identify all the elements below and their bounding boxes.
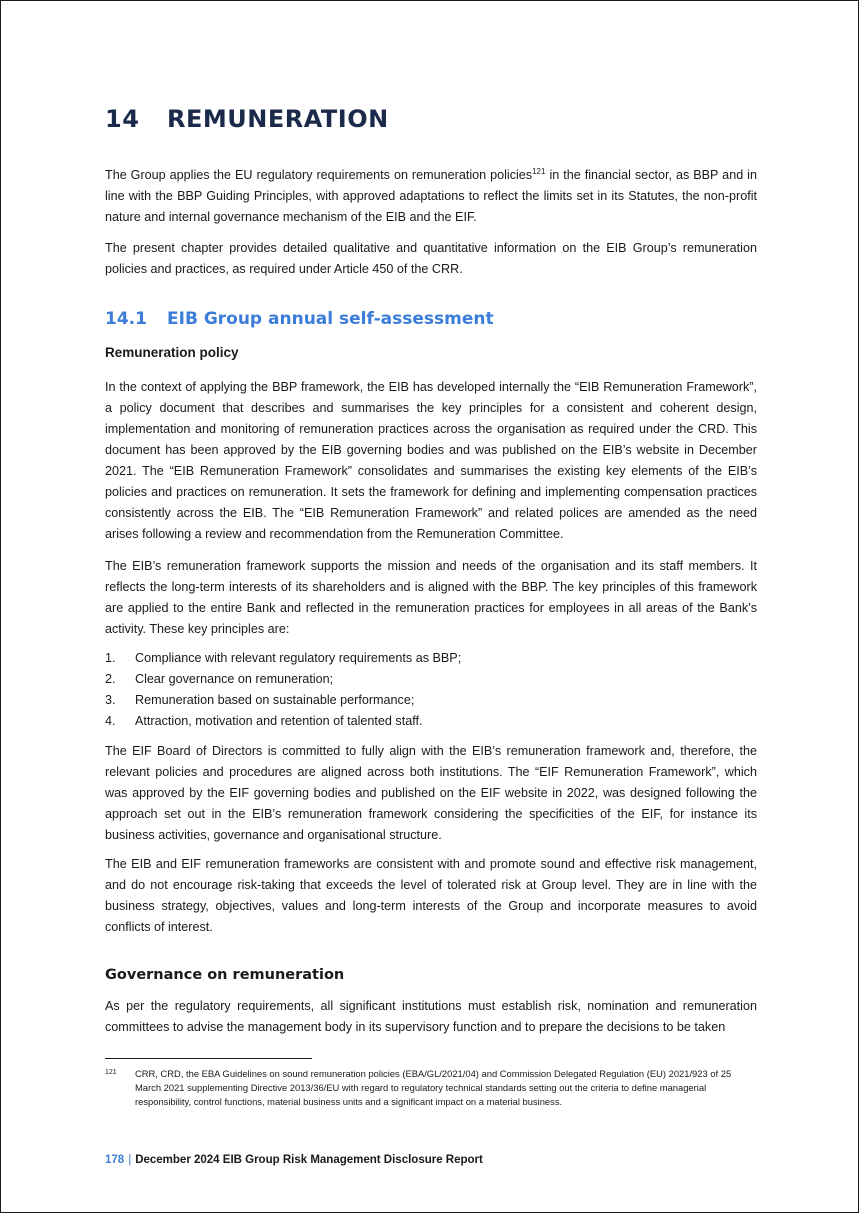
footnote bbox=[105, 1067, 757, 1109]
report-title: December 2024 EIB Group Risk Management Disclosure Report bbox=[135, 1154, 483, 1166]
list-item-number: 4. bbox=[105, 714, 116, 728]
list-item-text: Attraction, motivation and retention of talented staff. bbox=[135, 714, 423, 728]
page-footer bbox=[105, 1154, 483, 1166]
section-number: 14.1 bbox=[105, 309, 147, 329]
list-item-text: Remuneration based on sustainable performance; bbox=[135, 693, 415, 707]
list-item-number: 2. bbox=[105, 672, 116, 686]
list-item bbox=[105, 711, 757, 732]
intro-text-end: in the financial sector, as BBP and in line with the BBP Guiding Principles, with approved adaptations to reflect the limits set in its Statutes, the non-profit nature and internal governance mechanism of the EIB and the EIF. bbox=[105, 168, 757, 224]
risk-management-paragraph: The EIB and EIF remuneration frameworks are consistent with and promote sound and effective risk management, and do not encourage risk-taking that exceeds the level of tolerated risk at Group level. They are in line with the business strategy, objectives, values and long-term interests of the Group and incorporate measures to avoid conflicts of interest. bbox=[105, 857, 757, 934]
list-item-text: Clear governance on remuneration; bbox=[135, 672, 334, 686]
list-item bbox=[105, 669, 757, 690]
section-heading bbox=[105, 309, 494, 329]
list-item-number: 3. bbox=[105, 693, 116, 707]
section-title: EIB Group annual self-assessment bbox=[167, 309, 494, 329]
policy-paragraph-2: The EIB’s remuneration framework supports the mission and needs of the organisation and its staff members. It reflects the long-term interests of its shareholders and is aligned with the BBP. The key principles of this framework are applied to the entire Bank and reflected in the remuneration practices for employees in all areas of the Bank’s activity. These key principles are: bbox=[105, 559, 757, 636]
list-item bbox=[105, 690, 757, 711]
footnote-number: 121 bbox=[105, 1069, 117, 1076]
governance-paragraph: As per the regulatory requirements, all significant institutions must establish risk, nomination and remuneration committees to advise the management body in its supervisory function and to prepare the decisions to be taken bbox=[105, 999, 757, 1034]
chapter-title: REMUNERATION bbox=[167, 105, 389, 133]
footnote-text: CRR, CRD, the EBA Guidelines on sound remuneration policies (EBA/GL/2021/04) and Commission Delegated Regulation (EU) 2021/923 of 25 March 2021 supplementing Directive 2013/36/EU with regard to regulatory technical standards setting out the criteria to define managerial responsibility, control functions, material business units and a significant impact on a material business. bbox=[135, 1068, 732, 1107]
intro-paragraph-1 bbox=[105, 165, 757, 228]
page-number: 178 bbox=[105, 1154, 125, 1166]
key-principles-list bbox=[105, 648, 757, 732]
footnote-reference[interactable]: 121 bbox=[532, 166, 546, 176]
subheading-governance: Governance on remuneration bbox=[105, 967, 345, 983]
chapter-number: 14 bbox=[105, 105, 140, 133]
intro-text-start: The Group applies the EU regulatory requirements on remuneration policies bbox=[105, 168, 533, 182]
subheading-remuneration-policy: Remuneration policy bbox=[105, 345, 239, 360]
footnote-divider bbox=[105, 1058, 312, 1059]
list-item-text: Compliance with relevant regulatory requirements as BBP; bbox=[135, 651, 462, 665]
list-item-number: 1. bbox=[105, 651, 116, 665]
intro-paragraph-2: The present chapter provides detailed qualitative and quantitative information on the EIB Group’s remuneration policies and practices, as required under Article 450 of the CRR. bbox=[105, 241, 757, 276]
chapter-heading bbox=[105, 105, 389, 133]
eif-paragraph: The EIF Board of Directors is committed to fully align with the EIB’s remuneration framework and, therefore, the relevant policies and procedures are aligned across both institutions. The “EIF Remuneration Framework”, which was approved by the EIF governing bodies and published on the EIF website in 2022, was designed following the approach set out in the EIB’s remuneration framework considering the specificities of the EIF, for instance its business activities, governance and organisational structure. bbox=[105, 744, 757, 842]
policy-paragraph-1: In the context of applying the BBP framework, the EIB has developed internally the “EIB Remuneration Framework”, a policy document that describes and summarises the key principles for a consistent and coherent design, implementation and monitoring of remuneration practices across the organisation as required under the CRD. This document has been approved by the EIB governing bodies and was published on the EIB’s website in December 2021. The “EIB Remuneration Framework” consolidates and summarises the existing key elements of the EIB’s policies and practices on remuneration. It sets the framework for defining and implementing compensation practices consistently across the EIB. The “EIB Remuneration Framework” and related polices are amended as the need arises following a review and recommendation from the Remuneration Committee. bbox=[105, 380, 757, 541]
list-item bbox=[105, 648, 757, 669]
footer-separator: | bbox=[128, 1154, 132, 1166]
